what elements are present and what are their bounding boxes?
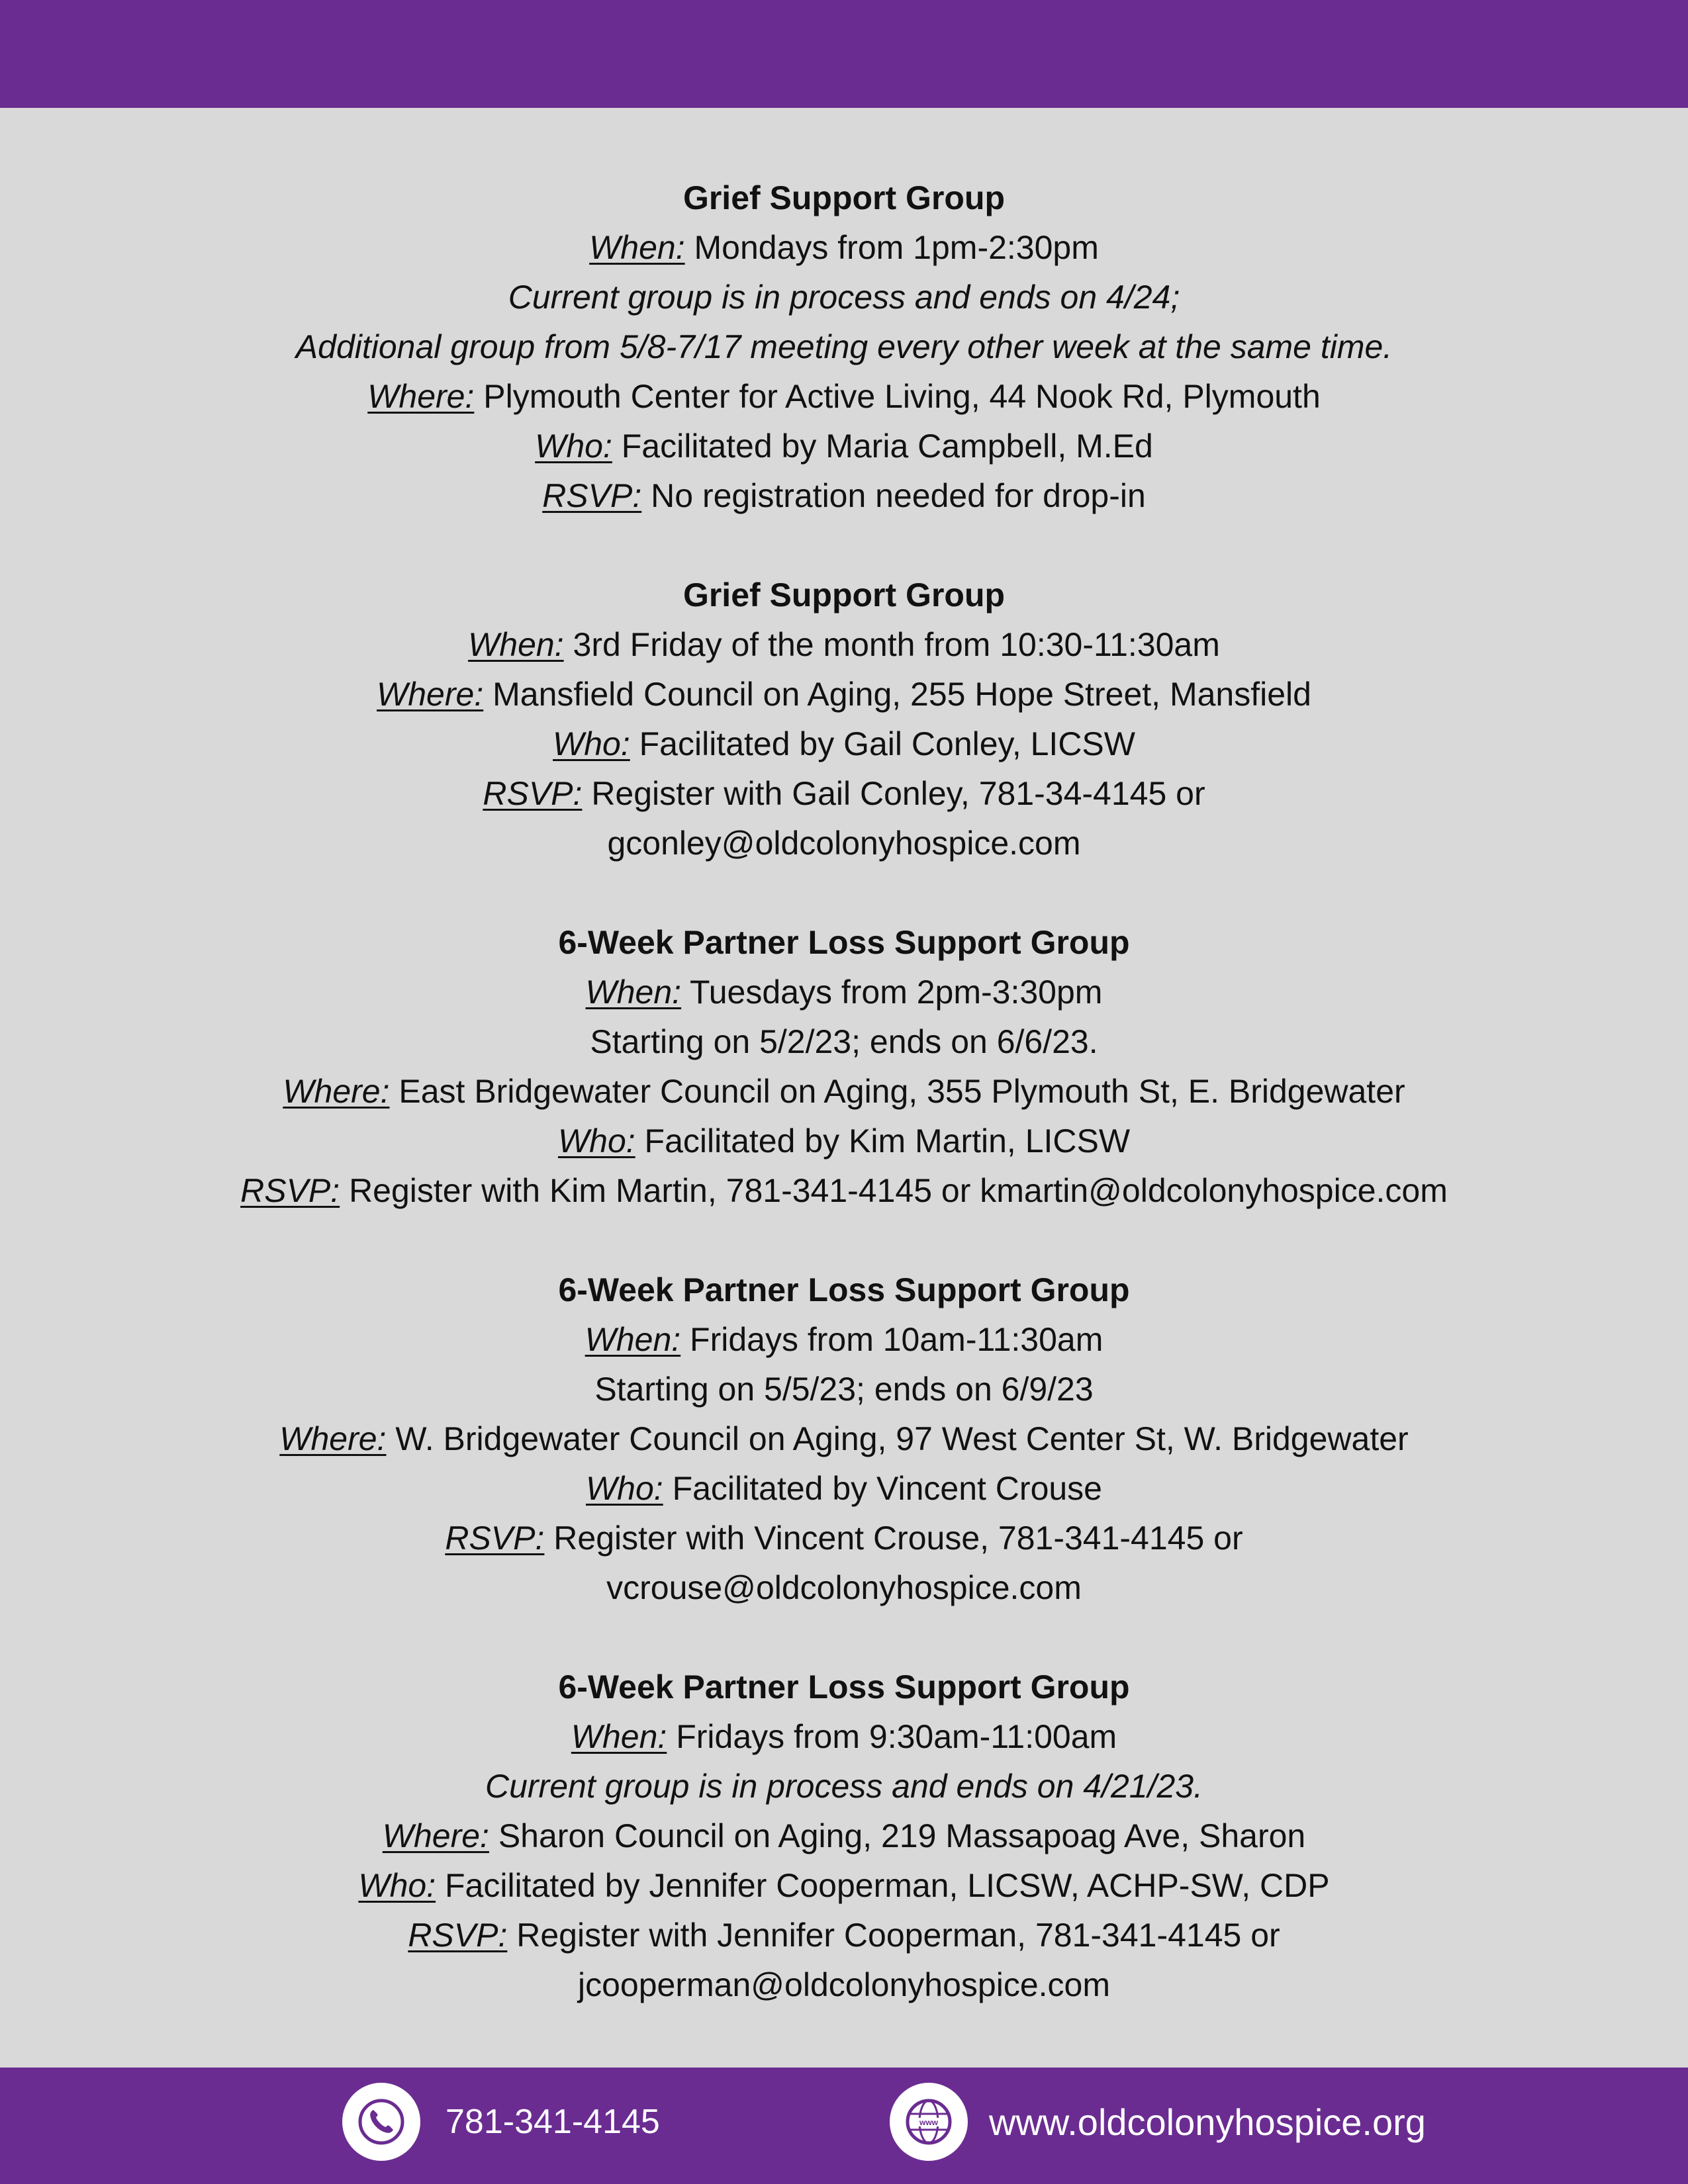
globe-www-icon bbox=[890, 2083, 968, 2161]
group-partner-loss-west-bridgewater bbox=[0, 1265, 1688, 1613]
footer-website[interactable] bbox=[890, 2082, 1426, 2161]
when-line bbox=[0, 1315, 1688, 1365]
footer-phone-number: 781-341-4145 bbox=[445, 2103, 660, 2141]
where-value: W. Bridgewater Council on Aging, 97 West Center St, W. Bridgewater bbox=[386, 1420, 1409, 1457]
who-line bbox=[0, 719, 1688, 769]
where-label: Where: bbox=[367, 378, 475, 415]
who-line bbox=[0, 1116, 1688, 1166]
group-dates: Starting on 5/2/23; ends on 6/6/23. bbox=[590, 1023, 1098, 1060]
where-label: Where: bbox=[283, 1073, 390, 1110]
where-line bbox=[0, 1067, 1688, 1116]
rsvp-line bbox=[0, 1911, 1688, 1960]
when-line bbox=[0, 620, 1688, 670]
rsvp-email: gconley@oldcolonyhospice.com bbox=[607, 825, 1081, 862]
group-title: 6-Week Partner Loss Support Group bbox=[558, 924, 1130, 961]
who-label: Who: bbox=[585, 1470, 663, 1507]
when-value: 3rd Friday of the month from 10:30-11:30am bbox=[563, 626, 1220, 663]
group-grief-mansfield bbox=[0, 570, 1688, 868]
where-label: Where: bbox=[279, 1420, 387, 1457]
group-note: Additional group from 5/8-7/17 meeting every other week at the same time. bbox=[295, 328, 1393, 365]
footer-phone[interactable] bbox=[342, 2082, 660, 2161]
where-line bbox=[0, 1811, 1688, 1861]
where-value: Mansfield Council on Aging, 255 Hope Street, Mansfield bbox=[483, 676, 1311, 713]
group-note: Current group is in process and ends on 4/21/23. bbox=[485, 1768, 1203, 1805]
who-line bbox=[0, 422, 1688, 471]
rsvp-label: RSVP: bbox=[240, 1172, 340, 1209]
group-title: 6-Week Partner Loss Support Group bbox=[558, 1668, 1130, 1706]
who-label: Who: bbox=[553, 725, 630, 762]
header-band bbox=[0, 0, 1688, 108]
who-label: Who: bbox=[358, 1867, 436, 1904]
support-groups-list bbox=[0, 173, 1688, 2060]
rsvp-label: RSVP: bbox=[445, 1520, 545, 1557]
footer-website-url: www.oldcolonyhospice.org bbox=[989, 2101, 1426, 2143]
group-title: Grief Support Group bbox=[682, 576, 1006, 614]
where-line bbox=[0, 1414, 1688, 1464]
who-line bbox=[0, 1464, 1688, 1514]
group-partner-loss-sharon bbox=[0, 1662, 1688, 2010]
when-line bbox=[0, 1712, 1688, 1762]
where-value: Plymouth Center for Active Living, 44 Nook Rd, Plymouth bbox=[474, 378, 1321, 415]
group-dates: Starting on 5/5/23; ends on 6/9/23 bbox=[594, 1371, 1094, 1408]
when-label: When: bbox=[585, 1321, 681, 1358]
group-grief-plymouth bbox=[0, 173, 1688, 521]
rsvp-value: Register with Vincent Crouse, 781-341-4145 or bbox=[544, 1520, 1243, 1557]
rsvp-email: vcrouse@oldcolonyhospice.com bbox=[606, 1569, 1082, 1606]
who-value: Facilitated by Gail Conley, LICSW bbox=[630, 725, 1135, 762]
rsvp-email: jcooperman@oldcolonyhospice.com bbox=[578, 1966, 1110, 2003]
where-line bbox=[0, 670, 1688, 719]
when-label: When: bbox=[589, 229, 685, 266]
when-label: When: bbox=[585, 974, 682, 1011]
who-value: Facilitated by Vincent Crouse bbox=[663, 1470, 1102, 1507]
when-label: When: bbox=[468, 626, 564, 663]
where-line bbox=[0, 372, 1688, 422]
footer-band bbox=[0, 2068, 1688, 2184]
where-label: Where: bbox=[377, 676, 484, 713]
rsvp-value: Register with Jennifer Cooperman, 781-341-4145 or bbox=[507, 1917, 1280, 1954]
when-value: Fridays from 9:30am-11:00am bbox=[667, 1718, 1117, 1755]
svg-text:www: www bbox=[919, 2118, 939, 2127]
who-value: Facilitated by Kim Martin, LICSW bbox=[635, 1122, 1131, 1160]
rsvp-line bbox=[0, 769, 1688, 819]
rsvp-line bbox=[0, 1166, 1688, 1216]
group-title: 6-Week Partner Loss Support Group bbox=[558, 1271, 1130, 1308]
rsvp-label: RSVP: bbox=[408, 1917, 508, 1954]
when-value: Tuesdays from 2pm-3:30pm bbox=[681, 974, 1103, 1011]
group-note: Current group is in process and ends on 4/24; bbox=[508, 279, 1180, 316]
when-value: Fridays from 10am-11:30am bbox=[680, 1321, 1103, 1358]
rsvp-value: No registration needed for drop-in bbox=[641, 477, 1146, 514]
where-value: Sharon Council on Aging, 219 Massapoag Ave, Sharon bbox=[489, 1817, 1306, 1854]
where-value: East Bridgewater Council on Aging, 355 Plymouth St, E. Bridgewater bbox=[389, 1073, 1405, 1110]
group-partner-loss-east-bridgewater bbox=[0, 918, 1688, 1216]
who-label: Who: bbox=[535, 428, 612, 465]
rsvp-line bbox=[0, 1514, 1688, 1563]
when-line bbox=[0, 968, 1688, 1017]
when-line bbox=[0, 223, 1688, 273]
rsvp-value: Register with Kim Martin, 781-341-4145 or kmartin@oldcolonyhospice.com bbox=[340, 1172, 1448, 1209]
who-value: Facilitated by Maria Campbell, M.Ed bbox=[612, 428, 1153, 465]
phone-icon bbox=[342, 2083, 420, 2161]
group-title: Grief Support Group bbox=[682, 179, 1006, 216]
where-label: Where: bbox=[382, 1817, 489, 1854]
rsvp-value: Register with Gail Conley, 781-34-4145 or bbox=[582, 775, 1205, 812]
when-value: Mondays from 1pm-2:30pm bbox=[684, 229, 1099, 266]
when-label: When: bbox=[571, 1718, 667, 1755]
rsvp-label: RSVP: bbox=[483, 775, 583, 812]
who-label: Who: bbox=[557, 1122, 635, 1160]
rsvp-line bbox=[0, 471, 1688, 521]
who-line bbox=[0, 1861, 1688, 1911]
who-value: Facilitated by Jennifer Cooperman, LICSW, ACHP-SW, CDP bbox=[436, 1867, 1330, 1904]
rsvp-label: RSVP: bbox=[542, 477, 642, 514]
